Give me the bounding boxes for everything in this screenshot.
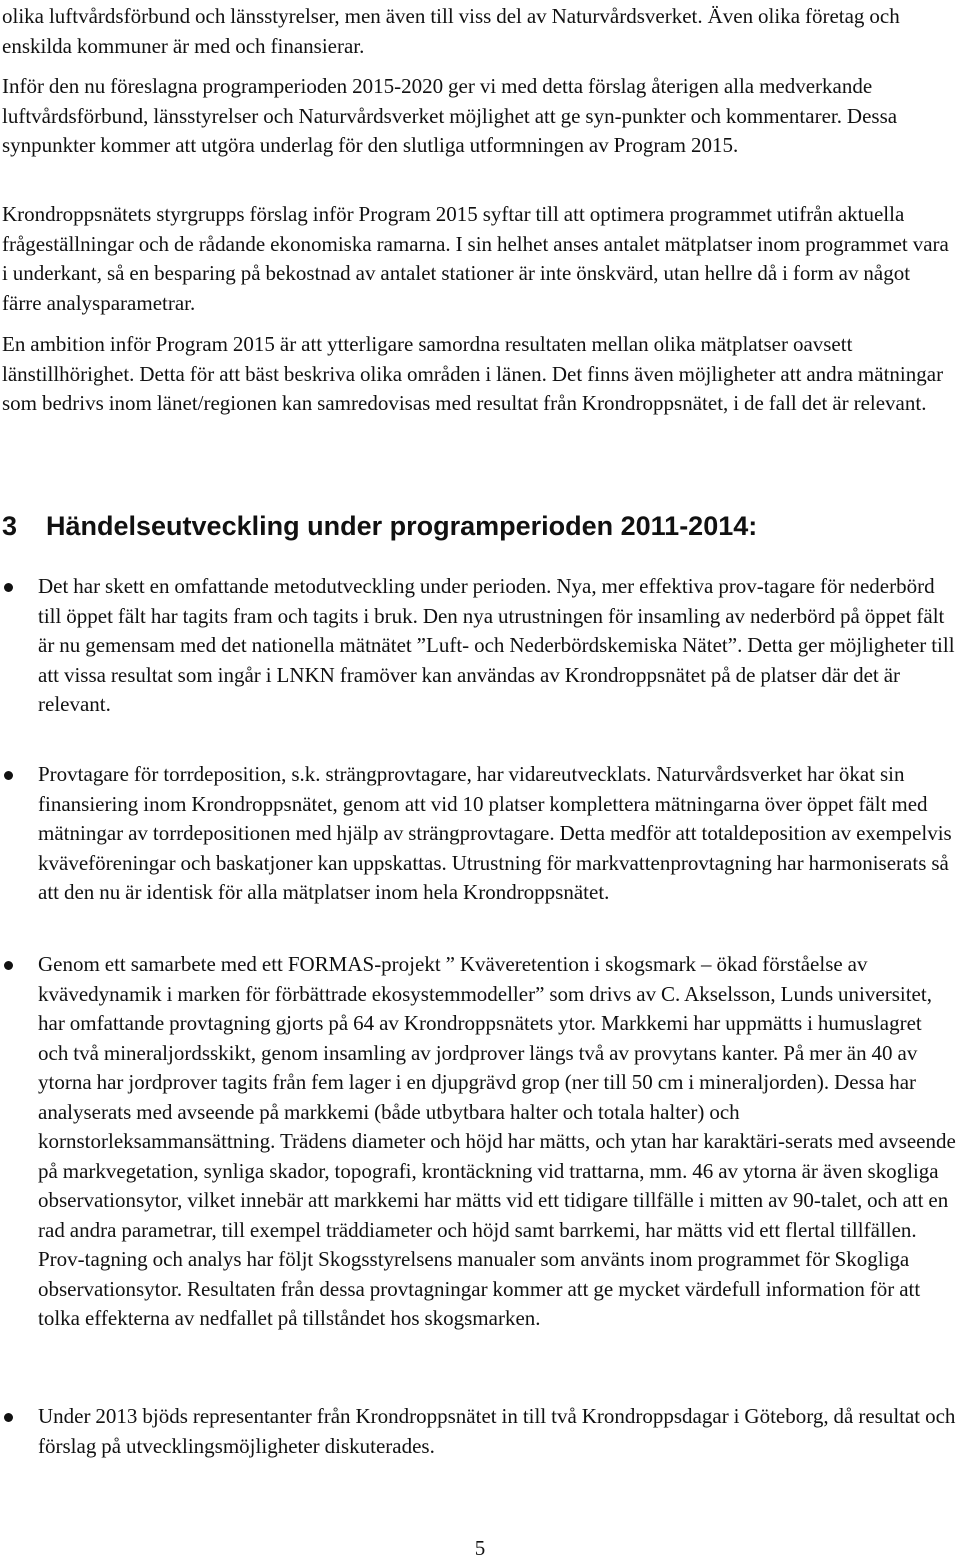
bullet-icon — [4, 1413, 13, 1422]
bullet-text: Provtagare för torrdeposition, s.k. strängprovtagare, har vidareutvecklats. Naturvårdsverket har ökat sin finansiering inom Krondroppsnätet, genom att vid 10 platser komplettera mätningarna över öppet fält med mätningar av torrdepositionen med hjälp av strängprovtagare. Detta medför att totaldeposition av exempelvis kväveföreningar och baskatjoner kan uppskattas. Utrustning för markvattenprovtagning har harmoniserats så att den nu är identisk för alla mätplatser inom hela Krondroppsnätet. — [38, 762, 952, 904]
bullet-text: Det har skett en omfattande metodutveckling under perioden. Nya, mer effektiva prov-tagare för nederbörd till öppet fält har tagits fram och tagits i bruk. Den nya utrustningen för insamling av nederbörd på öppet fält är nu gemensam med det nationella mätnätet ”Luft- och Nederbördskemiska Nätet”. Detta ger möjligheter till att vissa resultat som ingår i LNKN framöver kan användas av Krondroppsnätet på de platser där det är relevant. — [38, 574, 955, 716]
bullet-icon — [4, 583, 13, 592]
bullet-icon — [4, 961, 13, 970]
section-number: 3 — [2, 511, 18, 541]
bullet-text: Genom ett samarbete med ett FORMAS-projekt ” Kväveretention i skogsmark – ökad förståelse av kvävedynamik i marken för förbättrade ekosystemmodeller” som drivs av C. Akselsson, Lunds universitet, har omfattande provtagning gjorts på 64 av Krondroppsnätets ytor. Markkemi har uppmätts i humuslagret och två mineraljordsskikt, genom insamling av jordprover längs två av provytans kanter. På mer än 40 av ytorna har jordprover tagits från fem lager i en djupgrävd grop (ner till 50 cm i mineraljorden). Dessa har analyserats med avseende på markkemi (både utbytbara halter och totala halter) och kornstorleksammansättning. Trädens diameter och höjd har mätts, och ytan har karaktäri-serats med avseende på markvegetation, synliga skador, topografi, krontäckning vid trattarna, mm. 46 av ytorna är även skogliga observationsytor, vilket innebär att markkemi har mätts vid ett tidigare tillfälle i mitten av 90-talet, och att en rad andra parametrar, till exempel träddiameter och höjd samt barrkemi, har mätts vid ett flertal tillfällen. Prov-tagning och analys har följt Skogsstyrelsens manualer som använts inom programmet för Skogliga observationsytor. Resultaten från dessa provtagningar kommer att ge mycket värdefull information för att tolka effekterna av nedfallet på tillståndet hos skogsmarken. — [38, 952, 956, 1330]
bullet-icon — [4, 771, 13, 780]
bullet-text: Under 2013 bjöds representanter från Krondroppsnätet in till två Krondroppsdagar i Göteborg, då resultat och förslag på utvecklingsmöjligheter diskuterades. — [38, 1404, 956, 1458]
paragraph-ambition: En ambition inför Program 2015 är att ytterligare samordna resultaten mellan olika mätplatser oavsett länstillhörighet. Detta för att bäst beskriva olika områden i länen. Det finns även möjligheter att andra mätningar som bedrivs inom länet/regionen kan samredovisas med resultat från Krondroppsnätet, i de fall det är relevant. — [2, 332, 944, 415]
section-heading — [2, 508, 952, 544]
section-title: Händelseutveckling under programperioden 2011-2014: — [46, 511, 758, 541]
page-number: 5 — [474, 1536, 486, 1560]
paragraph-funding: olika luftvårdsförbund och länsstyrelser, men även till viss del av Naturvårdsverket. Även olika företag och enskilda kommuner är med och finansierar. — [2, 4, 900, 58]
paragraph-program-period: Inför den nu föreslagna programperioden 2015-2020 ger vi med detta förslag återigen alla medverkande luftvårdsförbund, länsstyrelser och Naturvårdsverket möjlighet att ge syn-punkter och kommentarer. Dessa synpunkter kommer att utgöra underlag för den slutliga utformningen av Program 2015. — [2, 74, 898, 157]
paragraph-steering-group: Krondroppsnätets styrgrupps förslag inför Program 2015 syftar till att optimera programmet utifrån aktuella frågeställningar och de rådande ekonomiska ramarna. I sin helhet anses antalet mätplatser inom programmet vara i underkant, så en besparing på bekostnad av antalet stationer är inte önskvärd, utan hellre då i form av något färre analysparametrar. — [2, 202, 949, 315]
